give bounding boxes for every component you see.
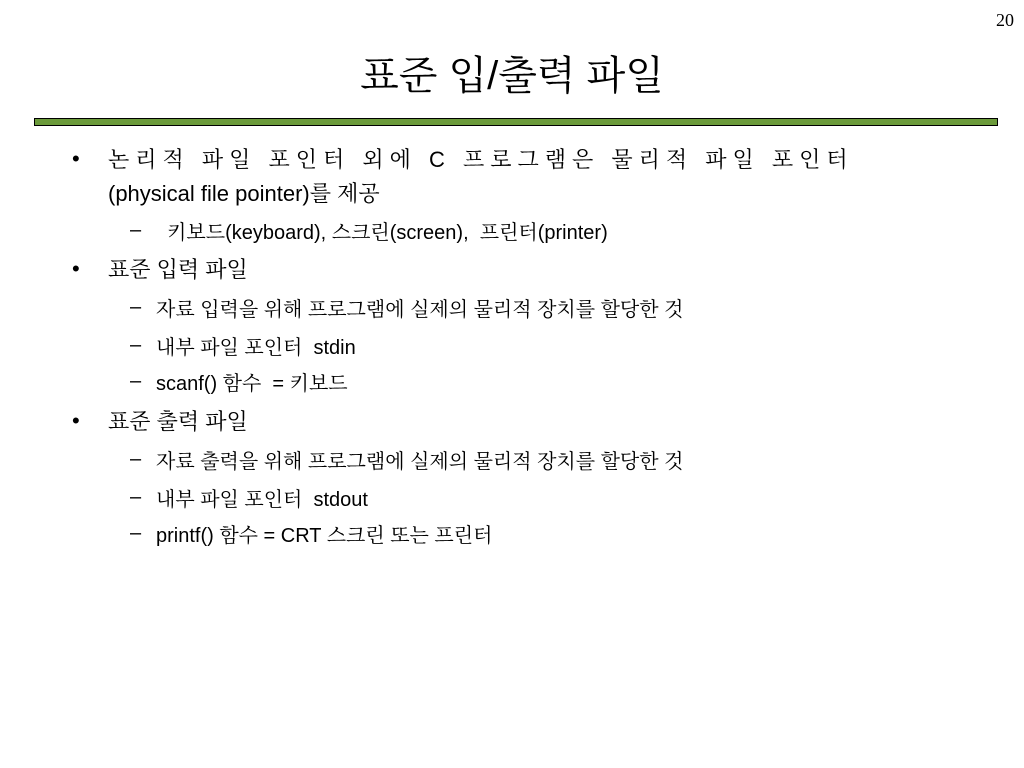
dash-glyph: – <box>130 219 142 241</box>
slide-title: 표준 입/출력 파일 <box>360 54 664 98</box>
sub-item-3-2: 내부 파일 포인터 stdout <box>156 489 368 511</box>
sub-item-3-1: 자료 출력을 위해 프로그램에 실제의 물리적 장치를 할당한 것 <box>156 451 684 473</box>
sub-item-2-1: 자료 입력을 위해 프로그램에 실제의 물리적 장치를 할당한 것 <box>156 299 684 321</box>
dash-glyph: – <box>130 448 142 470</box>
bullet-text-1-line1: 논리적 파일 포인터 외에 C 프로그램은 물리적 파일 포인터 <box>108 147 854 172</box>
dash-glyph: – <box>130 370 142 392</box>
dash-glyph: – <box>130 486 142 508</box>
bullet-glyph: • <box>72 408 80 433</box>
dash-glyph: – <box>130 334 142 356</box>
page-number: 20 <box>996 10 1014 30</box>
sub-item-3-3: printf() 함수 = CRT 스크린 또는 프린터 <box>156 525 493 547</box>
bullet-text-2: 표준 입력 파일 <box>108 257 248 282</box>
bullet-glyph: • <box>72 256 80 281</box>
sub-item-2-2: 내부 파일 포인터 stdin <box>156 337 356 359</box>
dash-glyph: – <box>130 296 142 318</box>
dash-glyph: – <box>130 522 142 544</box>
bullet-text-3: 표준 출력 파일 <box>108 409 248 434</box>
sub-item-2-3: scanf() 함수 = 키보드 <box>156 373 348 395</box>
bullet-text-1-line2: (physical file pointer)를 제공 <box>108 181 380 206</box>
bullet-glyph: • <box>72 146 80 171</box>
sub-item-1-1: 키보드(keyboard), 스크린(screen), 프린터(printer) <box>156 222 608 244</box>
title-underline-bar <box>34 118 998 126</box>
